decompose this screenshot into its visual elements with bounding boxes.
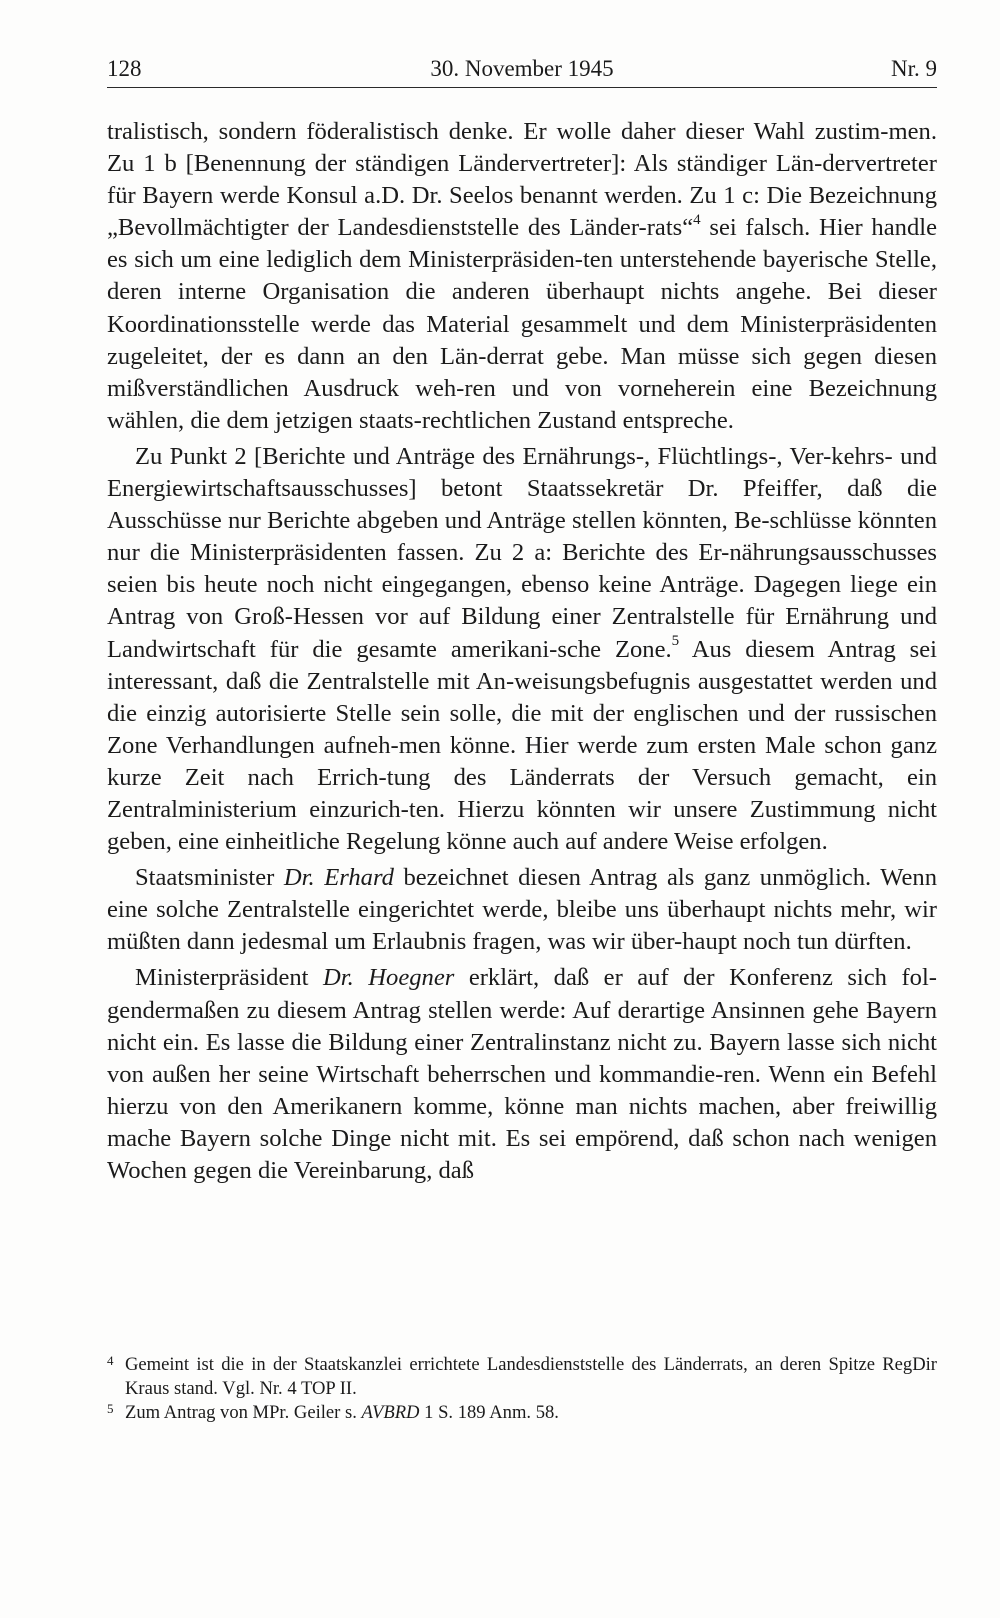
footnote-5 xyxy=(107,1401,937,1425)
paragraph-3 xyxy=(107,862,937,958)
paragraph-4-text-b: erklärt, daß er auf der Konferenz sich fol-gendermaßen zu diesem Antrag stellen werde: Auf derartige Ansinnen gehe Bayern nicht ein. Es lasse die Bildung einer Zentralinstanz nicht zu. Bayern lasse sich nicht von außen her seine Wirtschaft beherrschen und kommandie-ren. Wenn ein Befehl hierzu von den Amerikanern komme, könne man nichts machen, aber freiwillig mache Bayern solche Dinge nicht mit. Es sei empörend, daß schon nach wenigen Wochen gegen die Vereinbarung, daß xyxy=(107,964,937,1184)
header-rule xyxy=(107,87,937,88)
paragraph-3-text-b: bezeichnet diesen Antrag als ganz unmöglich. Wenn eine solche Zentralstelle eingerichtet werde, bleibe uns überhaupt nichts mehr, wir müßten dann jedesmal um Erlaubnis fragen, was wir über-haupt noch tun dürften. xyxy=(107,864,938,956)
paragraph-1-text-a: tralistisch, sondern föderalistisch denke. Er wolle daher dieser Wahl zustim-men. Zu 1 b [Benennung der ständigen Ländervertreter]: Als ständiger Län-dervertreter für Bayern werde Konsul a.D. Dr. Seelos benannt werden. Zu 1 c: Die Bezeichnung „Bevollmächtigter der Landesdienststelle des Länder-rats“ xyxy=(107,118,937,242)
footnotes xyxy=(107,1353,937,1425)
source-abbreviation: AVBRD xyxy=(361,1402,420,1423)
footnote-text-a: Zum Antrag von MPr. Geiler s. xyxy=(125,1402,362,1423)
paragraph-2-text-a: Zu Punkt 2 [Berichte und Anträge des Ernährungs-, Flüchtlings-, Ver-kehrs- und Energiewirtschaftsausschusses] betont Staatssekretär Dr. Pfeiffer, daß die Ausschüsse nur Berichte abgeben und Anträge stellen könnten, Be-schlüsse könnten nur die Ministerpräsidenten fassen. Zu 2 a: Berichte des Er-nährungsausschusses seien bis heute noch nicht eingegangen, ebenso keine Anträge. Dagegen liege ein Antrag von Groß-Hessen vor auf Bildung einer Zentralstelle für Ernährung und Landwirtschaft für die gesamte amerikani-sche Zone. xyxy=(107,442,937,663)
paragraph-2-text-b: Aus diesem Antrag sei interessant, daß die Zentralstelle mit An-weisungsbefugnis ausgestattet werden und die einzig autorisierte Stelle sein solle, die mit der englischen und der russischen Zone Verhandlungen aufneh-men könne. Hier werde zum ersten Male schon ganz kurze Zeit nach Errich-tung des Länderrats der Versuch gemacht, ein Zentralministerium einzurich-ten. Hierzu könnten wir unsere Zustimmung nicht geben, eine einheitliche Regelung könne auch auf andere Weise erfolgen. xyxy=(107,635,937,856)
speaker-name-erhard: Dr. Erhard xyxy=(283,864,394,892)
document-number: Nr. 9 xyxy=(891,56,937,81)
paragraph-2 xyxy=(107,441,937,858)
running-header xyxy=(107,50,937,86)
page-number: 128 xyxy=(107,56,142,81)
footnote-text: Gemeint ist die in der Staatskanzlei errichtete Landesdienststelle des Länderrats, an deren Spitze RegDir Kraus stand. Vgl. Nr. 4 TOP II. xyxy=(125,1354,937,1399)
footnote-text-b: 1 S. 189 Anm. 58. xyxy=(419,1402,559,1423)
paragraph-3-text-a: Staatsminister xyxy=(135,864,284,892)
speaker-name-hoegner: Dr. Hoegner xyxy=(323,964,455,992)
main-text xyxy=(107,116,937,1187)
paragraph-4 xyxy=(107,962,937,1187)
footnote-4 xyxy=(107,1353,937,1401)
paragraph-4-text-a: Ministerpräsident xyxy=(135,964,323,992)
paragraph-1-text-b: sei falsch. Hier handle es sich um eine lediglich dem Ministerpräsiden-ten unterstehende bayerische Stelle, deren interne Organisation die anderen überhaupt nichts angehe. Bei dieser Koordinationsstelle werde das Material gesammelt und dem Ministerpräsidenten zugeleitet, der es dann an den Län-derrat gebe. Man müsse sich gegen diesen mißverständlichen Ausdruck weh-ren und von vorneherein eine Bezeichnung wählen, die dem jetzigen staats-rechtlichen Zustand entspreche. xyxy=(107,214,937,434)
header-date: 30. November 1945 xyxy=(430,56,614,81)
paragraph-1 xyxy=(107,116,937,437)
footnote-ref-5: 5 xyxy=(671,633,680,650)
footnote-mark: 5 xyxy=(107,1401,114,1416)
footnote-ref-4: 4 xyxy=(693,212,701,229)
footnote-mark: 4 xyxy=(107,1353,114,1368)
